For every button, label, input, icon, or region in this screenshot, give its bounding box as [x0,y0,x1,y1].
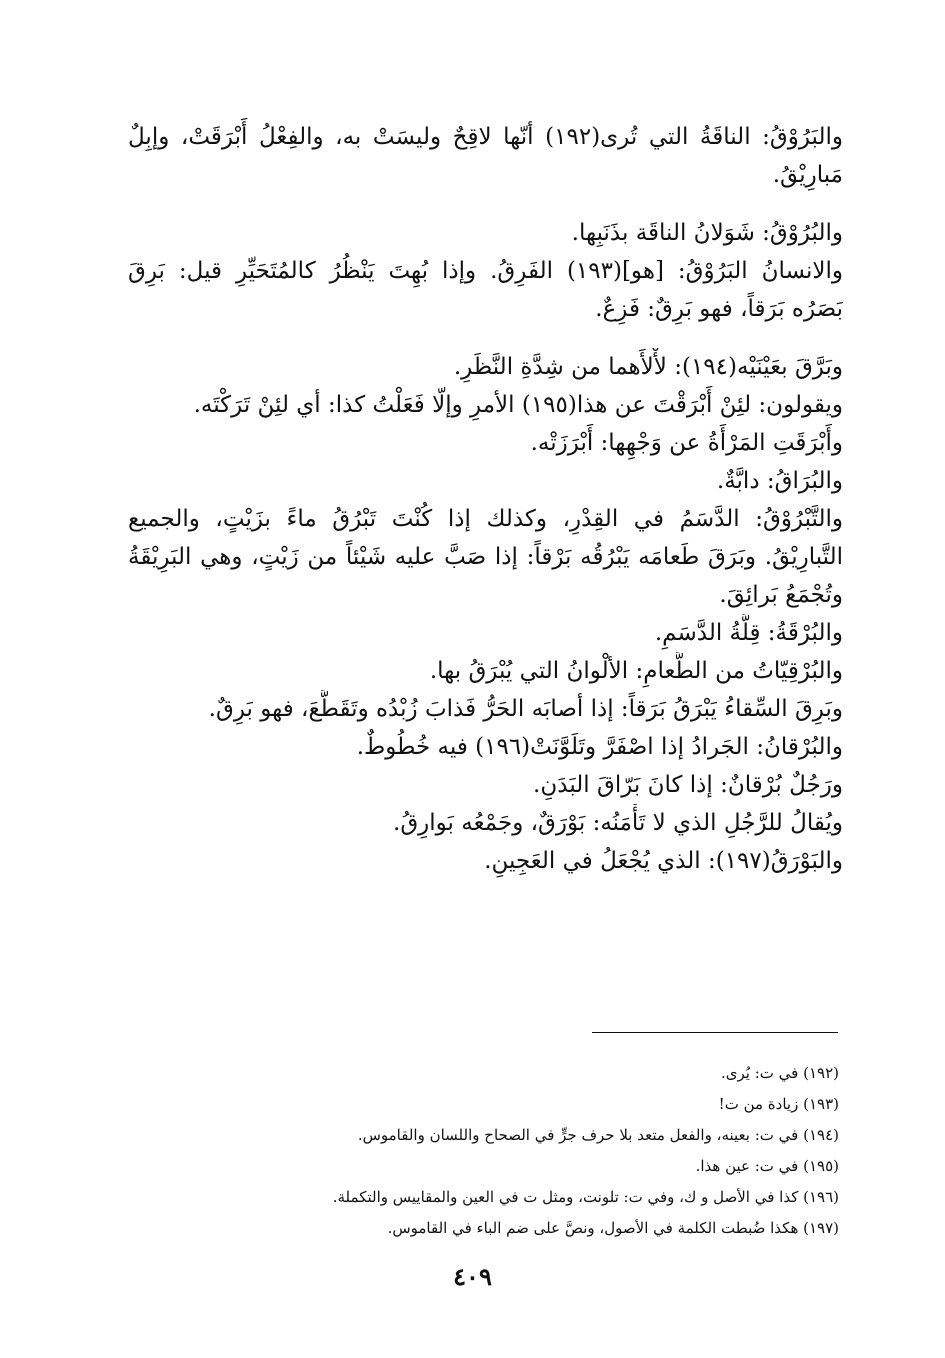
page-number: ٤٠٩ [453,1262,492,1291]
footnotes [139,1058,839,1244]
text-line: وبَرِقَ السِّقاءُ يَبْرَقُ بَرَقاً: إذا أصابَه الحَرُّ فَذابَ زُبْدُه وتَقَطَّعَ، فهو بَرِقٌ. [208,696,843,722]
footnote: (١٩٤) في ت: بعينه، والفعل متعد بلا حرف جرٍّ في الصحاح واللسان والقاموس. [357,1126,839,1144]
text-line: ويقولون: لئِنْ أَبْرَقْتَ عن هذا(١٩٥) الأمرِ وإلّا فَعَلْتُ كذا: أي لئِنْ تَرَكْتَه. [193,392,843,418]
footnote: (١٩٢) في ت: يُرى. [721,1064,839,1082]
text-line: والبُرْقانُ: الجَرادُ إذا اصْفَرَّ وتَلَوَّنَتْ(١٩٦) فيه خُطُوطٌ. [356,734,843,760]
text-line: والبُرْقَةُ: قِلَّةُ الدَّسَمِ. [654,620,843,646]
text-line: والبَوْرَقُ(١٩٧): الذي يُجْعَلُ في العَجِينِ. [484,848,843,874]
text-line: والتَّبْرُوْقُ: الدَّسَمُ في القِدْرِ، وكذلك إذا كُنْتَ تَبْرُقُ ماءً بزَيْتٍ، والجميع [128,506,843,532]
text-line: والبَرُوْقُ: الناقَةُ التي تُرى(١٩٢) أنّها لاقِحٌ وليسَتْ به، والفِعْلُ أَبْرَقَتْ، وإبِلٌ [128,124,843,150]
text-line: وبَرَّقَ بعَيْنَيْه(١٩٤): لأْلأَهما من شِدَّةِ النَّظَرِ. [453,354,843,380]
main-text [128,118,843,880]
footnote: (١٩٣) زيادة من ت! [718,1095,839,1113]
text-line: ويُقالُ للرَّجُلِ الذي لا تَأْمَنُه: بَوْرَقٌ، وجَمْعُه بَوارِقُ. [393,810,843,836]
text-line: وتُجْمَعُ بَرائِقَ. [719,582,843,608]
text-line: والبُرُوْقُ: شَوَلانُ الناقَة بذَنَبِها. [571,220,843,246]
footnote-divider [592,1032,838,1033]
text-line: ورَجُلٌ بُرْقانٌ: إذا كانَ بَرّاقَ البَدَنِ. [533,772,843,798]
text-line: والبُرَاقُ: دابَّةٌ. [716,468,843,494]
text-line: وأَبْرَقَتِ المَرْأَةُ عن وَجْهِها: أَبْرَزَتْه. [530,430,843,456]
footnote: (١٩٥) في ت: عين هذا. [695,1157,839,1175]
footnote: (١٩٧) هكذا ضُبطت الكلمة في الأصول، ونصَّ على ضم الباء في القاموس. [387,1219,839,1237]
text-line: والبُرْقِيّاتُ من الطَّعامِ: الألْوانُ التي يُبْرَقُ بها. [429,658,843,684]
text-line: والانسانُ البَرُوْقُ: [هو](١٩٣) الفَرِقُ. وإذا بُهِتَ يَنْظُرُ كالمُتَحَيِّرِ قيل: بَرِقَ [128,258,843,284]
text-line: مَبارِيْقُ. [772,162,843,188]
text-line: التَّبارِيْقُ. وبَرَقَ طَعامَه يَبْرُقُه بَرْقاً: إذا صَبَّ عليه شَيْئاً من زَيْتٍ، وهي البَرِيْقَةُ [128,544,843,570]
footnote: (١٩٦) كذا في الأصل و ك، وفي ت: تلونت، ومثل ت في العين والمقاييس والتكملة. [332,1188,839,1206]
text-line: بَصَرُه بَرَقاً، فهو بَرِقٌ: فَزِعٌ. [595,296,843,322]
